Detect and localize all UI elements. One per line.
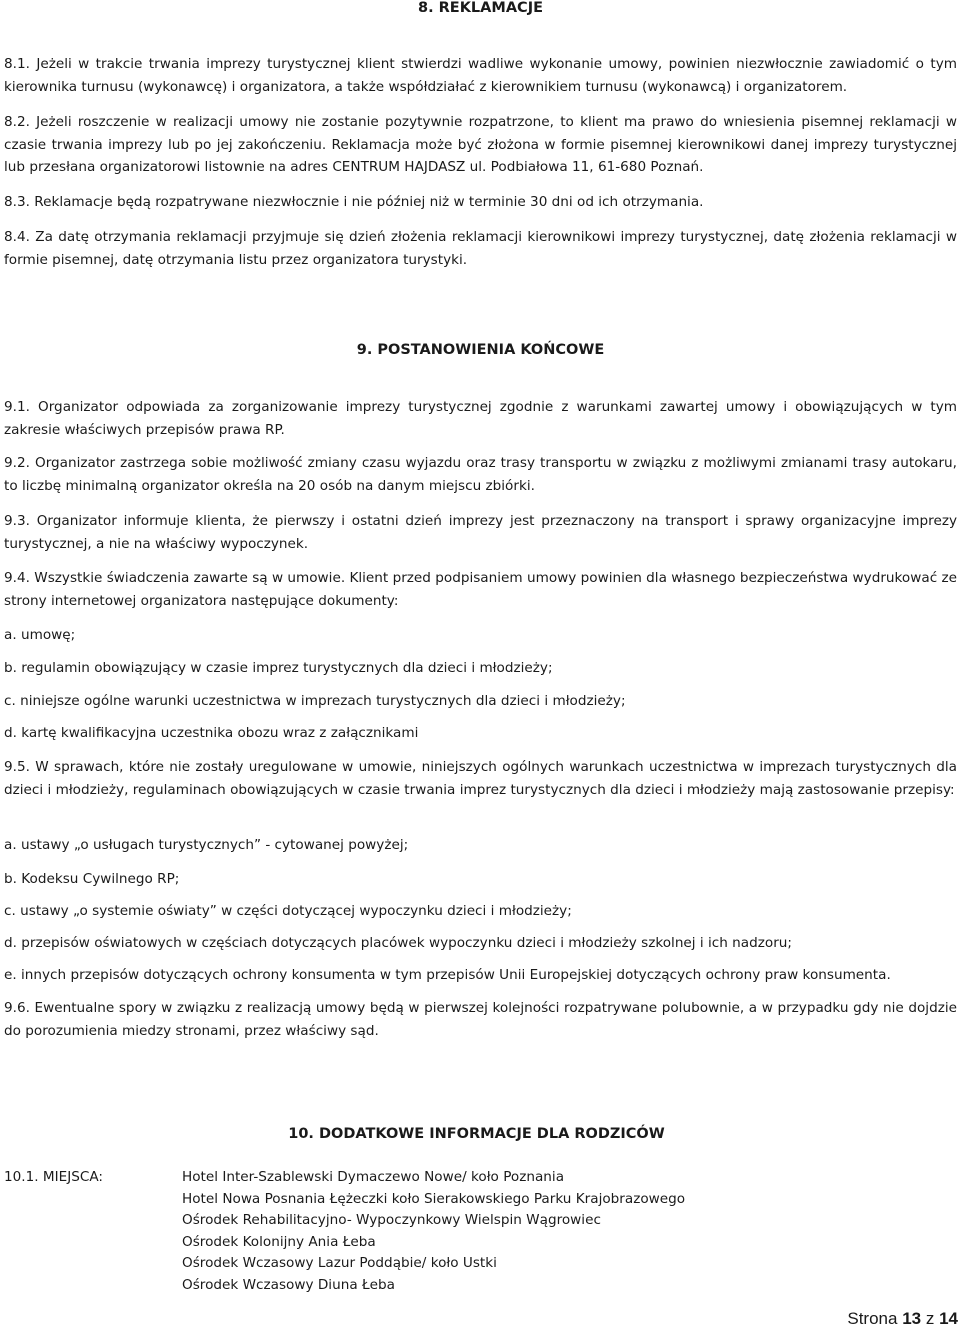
paragraph-8-1: 8.1. Jeżeli w trakcie trwania imprezy turystycznej klient stwierdzi wadliwe wykonanie umowy, powinien niezwłocznie zawiadomić o tym kierownika turnusu (wykonawcę) i organizatora, a także współdziałać z kierownikiem turnusu (wykonawcą) i organizatorem.	[4, 56, 957, 95]
place-item: Ośrodek Wczasowy Lazur Poddąbie/ koło Ustki	[182, 1255, 497, 1271]
list-item: a. umowę;	[4, 627, 76, 643]
paragraph-8-4: 8.4. Za datę otrzymania reklamacji przyjmuje się dzień złożenia reklamacji kierownikowi imprezy turystycznej, datę złożenia reklamacji w formie pisemnej, datę otrzymania listu przez organizatora turystyki.	[4, 229, 957, 268]
paragraph-8-2: 8.2. Jeżeli roszczenie w realizacji umowy nie zostanie pozytywnie rozpatrzone, to klient ma prawo do wniesienia pisemnej reklamacji w czasie trwania imprezy lub po jej zakończeniu. Reklamacja może być złożona w formie pisemnej kierownikowi danej imprezy turystycznej lub przesłana organizatorowi listownie na adres CENTRUM HAJDASZ ul. Podbiałowa 11, 61-680 Poznań.	[4, 114, 957, 175]
place-item: Hotel Inter-Szablewski Dymaczewo Nowe/ koło Poznania	[182, 1169, 565, 1185]
section-8-heading: 8. REKLAMACJE	[417, 0, 543, 16]
page-number-total: 14	[939, 1309, 958, 1328]
list-item: b. Kodeksu Cywilnego RP;	[4, 871, 180, 887]
paragraph-9-3: 9.3. Organizator informuje klienta, że pierwszy i ostatni dzień imprezy jest przeznaczony na transport i sprawy organizacyjne imprezy turystycznej, a nie na właściwy wypoczynek.	[4, 513, 957, 552]
place-item: Hotel Nowa Posnania Łężeczki koło Sierakowskiego Parku Krajobrazowego	[182, 1190, 686, 1207]
list-item: a. ustawy „o usługach turystycznych” - cytowanej powyżej;	[4, 837, 409, 853]
page-number	[847, 1309, 958, 1329]
place-item: Ośrodek Rehabilitacyjno- Wypoczynkowy Wielspin Wągrowiec	[182, 1212, 601, 1228]
page-number-current: 13	[902, 1309, 922, 1328]
places-list	[182, 1167, 685, 1296]
list-item: c. niniejsze ogólne warunki uczestnictwa w imprezach turystycznych dla dzieci i młodzieży;	[4, 693, 626, 709]
page-number-of: z	[925, 1309, 935, 1328]
section-10-heading: 10. DODATKOWE INFORMACJE DLA RODZICÓW	[288, 1126, 665, 1142]
page-number-label: Strona	[847, 1309, 898, 1328]
section-9-heading: 9. POSTANOWIENIA KOŃCOWE	[356, 342, 605, 358]
paragraph-9-5: 9.5. W sprawach, które nie zostały uregulowane w umowie, niniejszych ogólnych warunkach uczestnictwa w imprezach turystycznych dla dzieci i młodzieży, regulaminach obowiązujących w czasie trwania imprez turystycznych dla dzieci i młodzieży mają zastosowanie przepisy:	[4, 759, 957, 798]
paragraph-9-4: 9.4. Wszystkie świadczenia zawarte są w umowie. Klient przed podpisaniem umowy powinien dla własnego bezpieczeństwa wydrukować ze strony internetowej organizatora następujące dokumenty:	[4, 570, 957, 609]
places-label: 10.1. MIEJSCA:	[4, 1169, 104, 1185]
paragraph-9-2: 9.2. Organizator zastrzega sobie możliwość zmiany czasu wyjazdu oraz trasy transportu w związku z możliwymi zmianami trasy autokaru, to liczbę minimalną organizator określa na 20 osób na danym miejscu zbiórki.	[4, 455, 957, 494]
list-item: d. kartę kwalifikacyjna uczestnika obozu wraz z załącznikami	[4, 725, 419, 741]
list-item: c. ustawy „o systemie oświaty” w części dotyczącej wypoczynku dzieci i młodzieży;	[4, 903, 572, 919]
paragraph-9-1: 9.1. Organizator odpowiada za zorganizowanie imprezy turystycznej zgodnie z warunkami zawartej umowy i obowiązujących w tym zakresie właściwych przepisów prawa RP.	[4, 399, 957, 438]
paragraph-9-6: 9.6. Ewentualne spory w związku z realizacją umowy będą w pierwszej kolejności rozpatrywane polubownie, a w przypadku gdy nie dojdzie do porozumienia miedzy stronami, przez właściwy sąd.	[4, 1000, 957, 1039]
paragraph-8-3: 8.3. Reklamacje będą rozpatrywane niezwłocznie i nie później niż w terminie 30 dni od ich otrzymania.	[4, 194, 704, 210]
list-item: b. regulamin obowiązujący w czasie imprez turystycznych dla dzieci i młodzieży;	[4, 660, 553, 676]
list-item: d. przepisów oświatowych w częściach dotyczących placówek wypoczynku dzieci i młodzieży szkolnej i ich nadzoru;	[4, 935, 792, 951]
place-item: Ośrodek Kolonijny Ania Łeba	[182, 1233, 376, 1250]
place-item: Ośrodek Wczasowy Diuna Łeba	[182, 1276, 395, 1293]
list-item: e. innych przepisów dotyczących ochrony konsumenta w tym przepisów Unii Europejskiej dotyczących ochrony praw konsumenta.	[4, 967, 891, 983]
